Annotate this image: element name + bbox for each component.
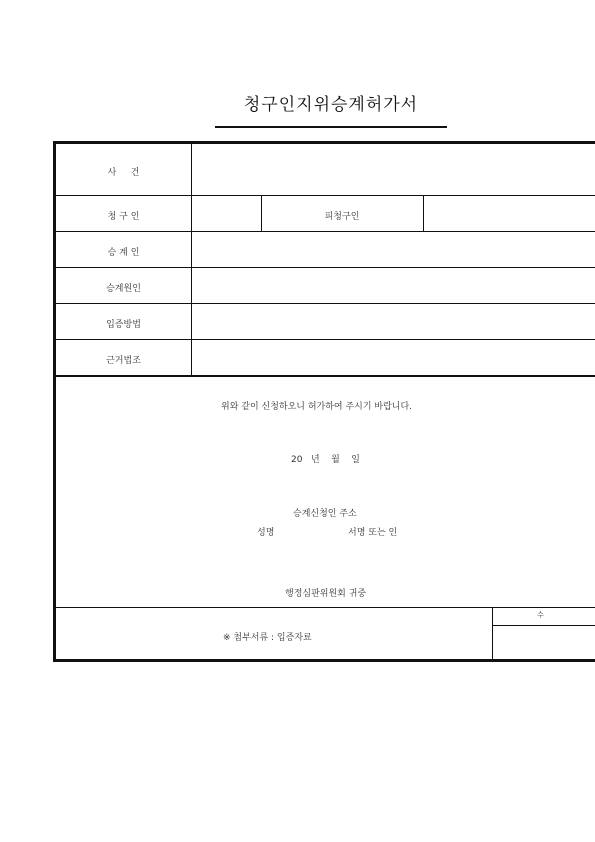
label-column-divider (191, 144, 192, 376)
application-form (53, 141, 595, 662)
sign-label: 서명 또는 인 (348, 528, 398, 538)
footer-divider (56, 607, 595, 608)
row-divider (56, 267, 595, 268)
respondent-label: 피청구인 (324, 212, 360, 222)
proof-method-label: 입증방법 (106, 320, 141, 330)
fee-label-cut: 수 (537, 611, 544, 619)
fee-box-divider (492, 625, 595, 626)
row-divider (56, 339, 595, 340)
row-divider (56, 375, 595, 377)
row-divider (56, 195, 595, 196)
claimant-label: 청 구 인 (107, 212, 140, 222)
legal-basis-label: 근거법조 (106, 356, 141, 366)
case-label: 사 건 (107, 168, 140, 178)
name-label: 성명 (257, 528, 275, 538)
succession-cause-label: 승계원인 (106, 284, 141, 294)
request-sentence: 위와 같이 신청하오니 허가하여 주시기 바랍니다. (221, 402, 413, 412)
fee-box-divider-vertical (492, 607, 493, 662)
document-title: 청구인지위승계허가서 (215, 92, 447, 128)
respondent-cell-divider (423, 195, 424, 231)
row-divider (56, 303, 595, 304)
successor-label: 승 계 인 (107, 248, 140, 258)
applicant-address-label: 승계신청인 주소 (293, 509, 357, 519)
row-divider (56, 231, 595, 232)
addressee: 행정심판위원회 귀중 (285, 589, 367, 599)
attachment-note: ※ 첨부서류 : 입증자료 (223, 633, 312, 643)
date-line: 20 년 월 일 (291, 455, 361, 465)
